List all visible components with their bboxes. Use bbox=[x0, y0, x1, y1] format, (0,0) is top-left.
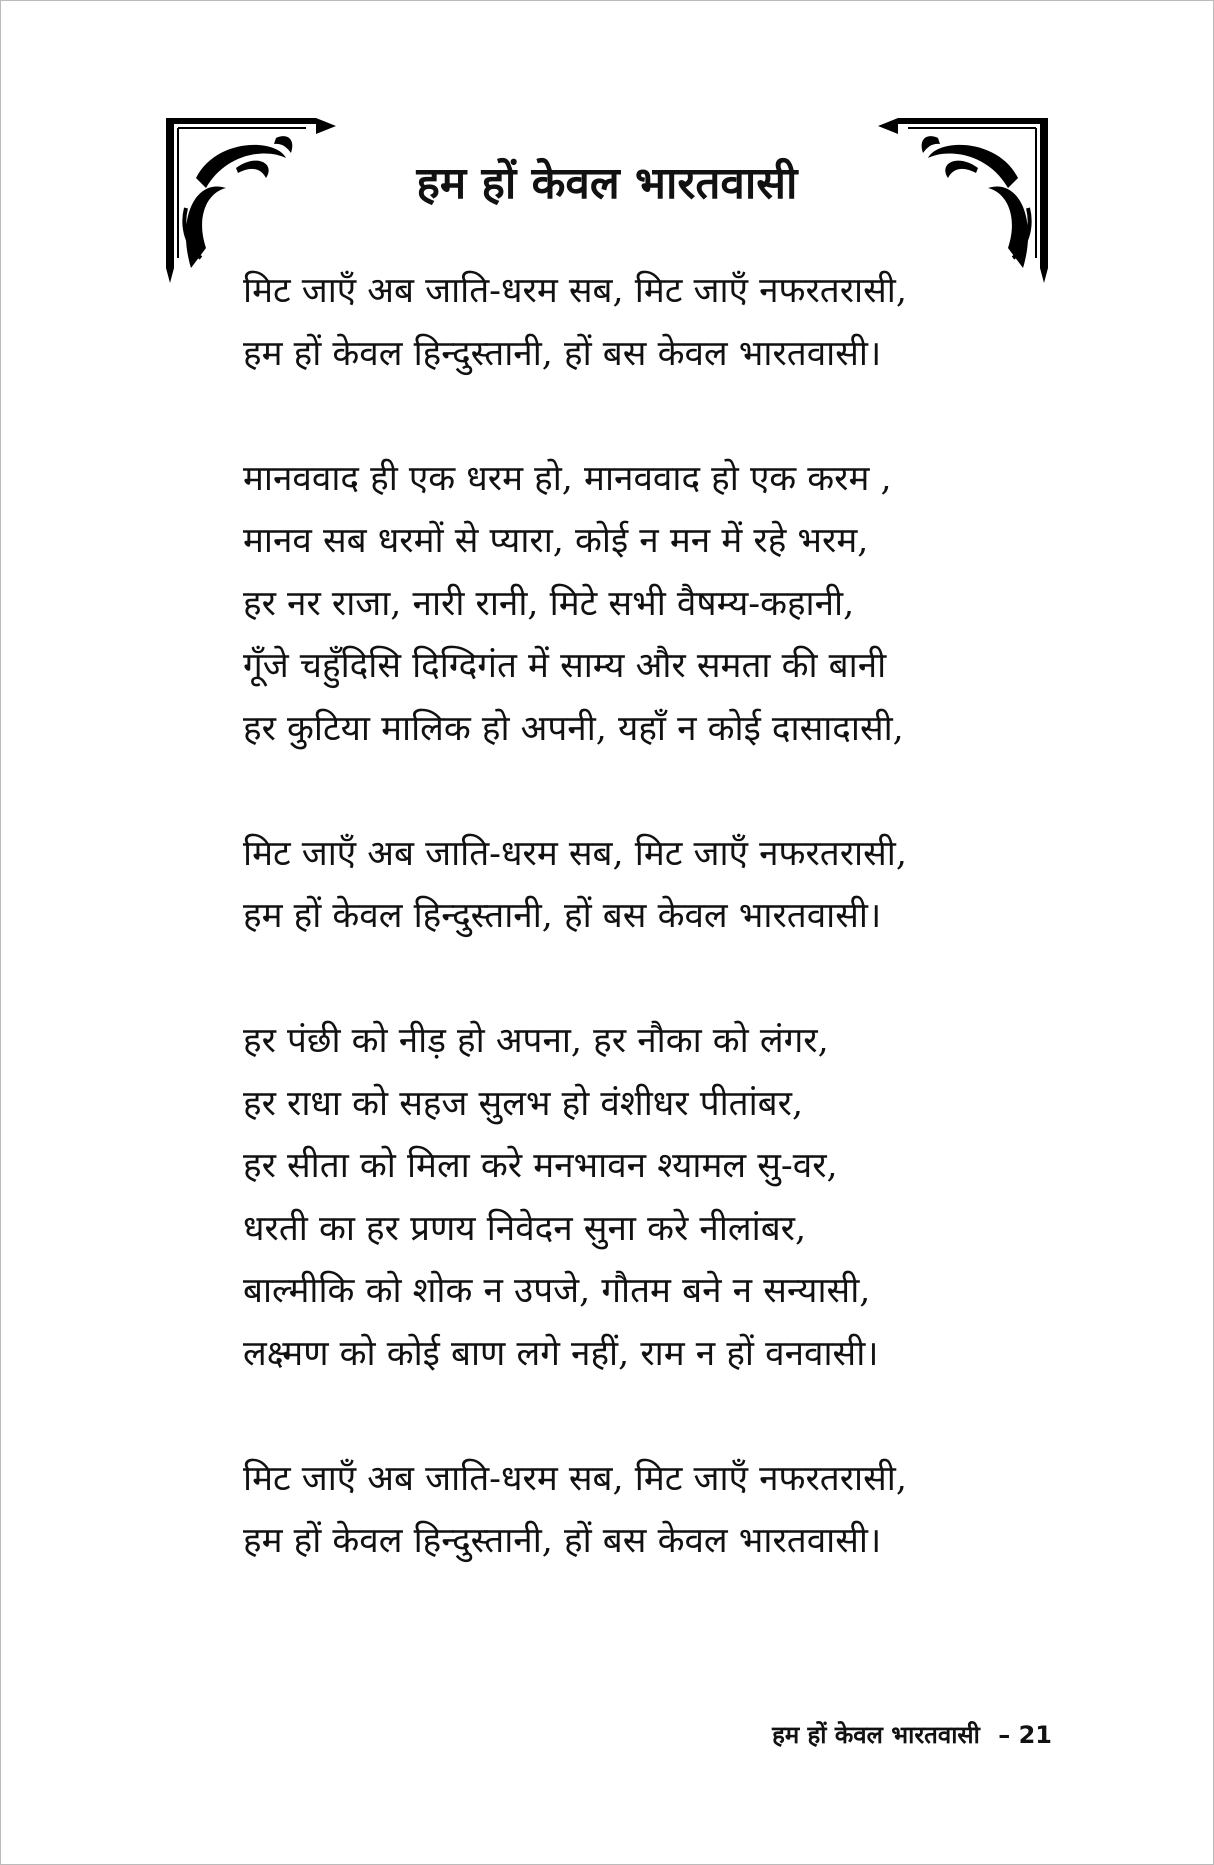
running-title: हम हों केवल भारतवासी bbox=[772, 1721, 980, 1749]
poem-line: मिट जाएँ अब जाति-धरम सब, मिट जाएँ नफरतरासी, bbox=[243, 271, 907, 311]
stanza-refrain-2 bbox=[243, 823, 907, 948]
poem-line: गूँजे चहुँदिसि दिग्दिगंत में साम्य और समता की बानी bbox=[243, 646, 887, 686]
poem-line: हर पंछी को नीड़ हो अपना, हर नौका को लंगर, bbox=[243, 1021, 829, 1061]
poem-line: हम हों केवल हिन्दुस्तानी, हों बस केवल भारतवासी। bbox=[243, 896, 882, 936]
stanza-refrain-1 bbox=[243, 260, 907, 385]
stanza-2 bbox=[243, 448, 907, 761]
poem-line: हर सीता को मिला करे मनभावन श्यामल सु-वर, bbox=[243, 1146, 838, 1186]
poem-title: हम हों केवल भारतवासी bbox=[416, 158, 798, 209]
poem-line: हर राधा को सहज सुलभ हो वंशीधर पीतांबर, bbox=[243, 1083, 804, 1124]
poem-line: हम हों केवल हिन्दुस्तानी, हों बस केवल भारतवासी। bbox=[243, 333, 882, 374]
page-number: – 21 bbox=[998, 1721, 1052, 1749]
poem-line: हम हों केवल हिन्दुस्तानी, हों बस केवल भारतवासी। bbox=[243, 1521, 882, 1561]
stanza-4 bbox=[243, 1010, 907, 1385]
poem-line: हर नर राजा, नारी रानी, मिटे सभी वैषम्य-कहानी, bbox=[243, 583, 855, 624]
poem-line: बाल्मीकि को शोक न उपजे, गौतम बने न सन्यासी, bbox=[243, 1271, 871, 1311]
stanza-refrain-3 bbox=[243, 1448, 907, 1573]
poem-line: हर कुटिया मालिक हो अपनी, यहाँ न कोई दासादासी, bbox=[243, 708, 904, 749]
poem-line: मानव सब धरमों से प्यारा, कोई न मन में रहे भरम, bbox=[243, 521, 869, 561]
poem-line: मानववाद ही एक धरम हो, मानववाद हो एक करम , bbox=[243, 458, 892, 499]
page-footer bbox=[762, 1718, 1052, 1751]
poem-line: मिट जाएँ अब जाति-धरम सब, मिट जाएँ नफरतरासी, bbox=[243, 833, 907, 874]
poem-body bbox=[243, 260, 907, 1635]
poem-line: मिट जाएँ अब जाति-धरम सब, मिट जाएँ नफरतरासी, bbox=[243, 1458, 907, 1499]
poem-line: लक्ष्मण को कोई बाण लगे नहीं, राम न हों वनवासी। bbox=[243, 1333, 879, 1374]
poem-line: धरती का हर प्रणय निवेदन सुना करे नीलांबर, bbox=[243, 1208, 807, 1249]
